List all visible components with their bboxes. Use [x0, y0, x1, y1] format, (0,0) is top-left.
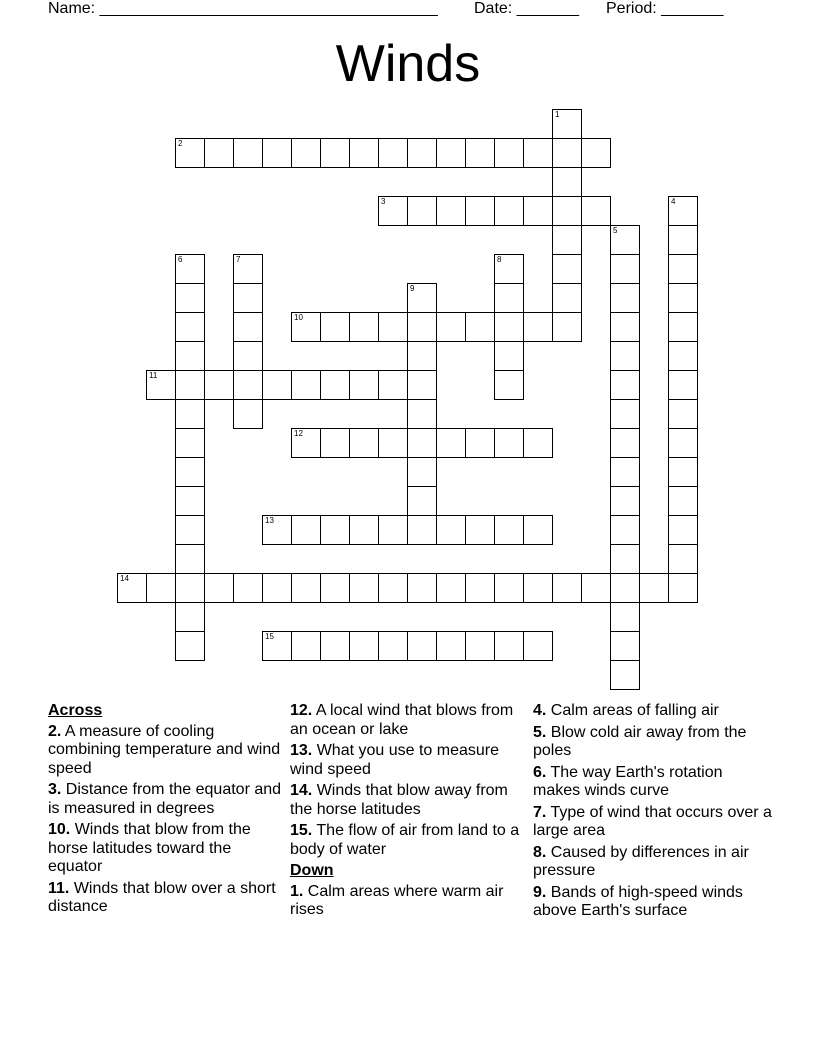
crossword-cell[interactable]: [175, 544, 205, 574]
crossword-cell[interactable]: [175, 573, 205, 603]
page-title: Winds: [335, 35, 481, 93]
crossword-cell[interactable]: [320, 631, 350, 661]
crossword-cell[interactable]: [465, 138, 495, 168]
crossword-cell[interactable]: [552, 138, 582, 168]
crossword-cell[interactable]: [581, 573, 611, 603]
crossword-cell[interactable]: [552, 109, 582, 139]
crossword-cell[interactable]: [233, 312, 263, 342]
crossword-cell[interactable]: [291, 428, 321, 458]
crossword-cell[interactable]: [668, 312, 698, 342]
crossword-cell[interactable]: [494, 254, 524, 284]
crossword-cell[interactable]: [146, 573, 176, 603]
crossword-cell[interactable]: [233, 341, 263, 371]
crossword-cell[interactable]: [407, 196, 437, 226]
crossword-cell[interactable]: [291, 515, 321, 545]
crossword-cell[interactable]: [610, 370, 640, 400]
crossword-cell[interactable]: [378, 312, 408, 342]
clue-number: 8: [497, 255, 502, 264]
crossword-cell[interactable]: [610, 428, 640, 458]
clue-number: 2: [178, 139, 183, 148]
across-clue: 14. Winds that blow away from the horse latitudes: [290, 782, 508, 818]
crossword-cell[interactable]: [407, 399, 437, 429]
crossword-cell[interactable]: [668, 428, 698, 458]
crossword-cell[interactable]: [204, 138, 234, 168]
crossword-cell[interactable]: [494, 631, 524, 661]
crossword-cell[interactable]: [175, 399, 205, 429]
crossword-cell[interactable]: [465, 573, 495, 603]
crossword-cell[interactable]: [523, 138, 553, 168]
crossword-cell[interactable]: [117, 573, 147, 603]
crossword-cell[interactable]: [465, 428, 495, 458]
crossword-cell[interactable]: [233, 254, 263, 284]
crossword-cell[interactable]: [349, 573, 379, 603]
crossword-cell[interactable]: [262, 138, 292, 168]
crossword-cell[interactable]: [668, 544, 698, 574]
crossword-cell[interactable]: [407, 283, 437, 313]
crossword-cell[interactable]: [494, 515, 524, 545]
crossword-cell[interactable]: [465, 631, 495, 661]
crossword-cell[interactable]: [494, 573, 524, 603]
down-clue: 9. Bands of high-speed winds above Earth's surface: [533, 883, 743, 919]
crossword-cell[interactable]: [349, 370, 379, 400]
crossword-cell[interactable]: [610, 515, 640, 545]
clue-number: 7: [236, 255, 241, 264]
crossword-cell[interactable]: [552, 283, 582, 313]
crossword-cell[interactable]: [320, 312, 350, 342]
crossword-cell[interactable]: [175, 428, 205, 458]
crossword-cell[interactable]: [407, 515, 437, 545]
crossword-cell[interactable]: [262, 515, 292, 545]
clue-number: 9: [410, 284, 415, 293]
crossword-cell[interactable]: [262, 370, 292, 400]
crossword-cell[interactable]: [349, 138, 379, 168]
crossword-cell[interactable]: [291, 138, 321, 168]
crossword-cell[interactable]: [407, 573, 437, 603]
crossword-cell[interactable]: [175, 631, 205, 661]
crossword-cell[interactable]: [407, 631, 437, 661]
across-heading: Across: [48, 702, 103, 719]
crossword-cell[interactable]: [668, 283, 698, 313]
crossword-cell[interactable]: [668, 515, 698, 545]
crossword-cell[interactable]: [552, 312, 582, 342]
crossword-cell[interactable]: [668, 370, 698, 400]
crossword-cell[interactable]: [262, 573, 292, 603]
crossword-cell[interactable]: [523, 312, 553, 342]
crossword-cell[interactable]: [610, 544, 640, 574]
across-clue: 15. The flow of air from land to a body of water: [290, 822, 520, 858]
crossword-cell[interactable]: [494, 138, 524, 168]
crossword-cell[interactable]: [320, 138, 350, 168]
across-clue: 13. What you use to measure wind speed: [290, 742, 500, 778]
crossword-cell[interactable]: [610, 341, 640, 371]
crossword-cell[interactable]: [581, 196, 611, 226]
crossword-cell[interactable]: [639, 573, 669, 603]
crossword-cell[interactable]: [233, 370, 263, 400]
across-clue: 11. Winds that blow over a short distance: [48, 879, 276, 915]
crossword-cell[interactable]: [175, 515, 205, 545]
down-clue: 6. The way Earth's rotation makes winds curve: [533, 763, 723, 799]
crossword-cell[interactable]: [175, 602, 205, 632]
crossword-cell[interactable]: [610, 573, 640, 603]
crossword-cell[interactable]: [175, 283, 205, 313]
crossword-cell[interactable]: [175, 254, 205, 284]
crossword-cell[interactable]: [407, 312, 437, 342]
crossword-cell[interactable]: [378, 631, 408, 661]
across-clue: 2. A measure of cooling combining temperature and wind speed: [48, 722, 281, 777]
crossword-cell[interactable]: [378, 196, 408, 226]
crossword-cell[interactable]: [262, 631, 292, 661]
crossword-cell[interactable]: [610, 486, 640, 516]
crossword-cell[interactable]: [378, 370, 408, 400]
crossword-cell[interactable]: [291, 573, 321, 603]
down-clue: 7. Type of wind that occurs over a large area: [533, 803, 772, 839]
down-clue: 5. Blow cold air away from the poles: [533, 723, 747, 759]
crossword-cell[interactable]: [233, 573, 263, 603]
down-clue: 1. Calm areas where warm air rises: [290, 882, 504, 918]
crossword-cell[interactable]: [436, 196, 466, 226]
crossword-cell[interactable]: [175, 486, 205, 516]
crossword-cell[interactable]: [349, 515, 379, 545]
crossword-cell[interactable]: [349, 631, 379, 661]
crossword-cell[interactable]: [552, 196, 582, 226]
crossword-cell[interactable]: [175, 312, 205, 342]
crossword-cell[interactable]: [320, 573, 350, 603]
crossword-cell[interactable]: [378, 428, 408, 458]
down-clue: 8. Caused by differences in air pressure: [533, 843, 749, 879]
crossword-cell[interactable]: [610, 225, 640, 255]
down-clue: 4. Calm areas of falling air: [533, 702, 719, 719]
clue-number: 4: [671, 197, 676, 206]
crossword-cell[interactable]: [668, 341, 698, 371]
crossword-cell[interactable]: [610, 254, 640, 284]
crossword-cell[interactable]: [465, 515, 495, 545]
crossword-cell[interactable]: [175, 457, 205, 487]
crossword-cell[interactable]: [320, 428, 350, 458]
name-field-label[interactable]: Name: ______________________________________: [48, 0, 438, 17]
crossword-cell[interactable]: [407, 486, 437, 516]
crossword-cell[interactable]: [610, 457, 640, 487]
crossword-cell[interactable]: [465, 312, 495, 342]
crossword-cell[interactable]: [552, 167, 582, 197]
crossword-cell[interactable]: [523, 573, 553, 603]
crossword-cell[interactable]: [378, 573, 408, 603]
clue-number: 6: [178, 255, 183, 264]
crossword-cell[interactable]: [175, 138, 205, 168]
crossword-cell[interactable]: [233, 138, 263, 168]
crossword-cell[interactable]: [523, 196, 553, 226]
crossword-cell[interactable]: [407, 457, 437, 487]
crossword-cell[interactable]: [436, 515, 466, 545]
crossword-cell[interactable]: [204, 370, 234, 400]
clue-column-3: [533, 702, 773, 924]
crossword-cell[interactable]: [668, 254, 698, 284]
crossword-cell[interactable]: [523, 428, 553, 458]
clue-column-1: [48, 702, 283, 920]
crossword-cell[interactable]: [204, 573, 234, 603]
clue-column-2: [290, 702, 525, 923]
clue-number: 10: [294, 313, 303, 322]
crossword-cell[interactable]: [552, 225, 582, 255]
clue-number: 12: [294, 429, 303, 438]
crossword-cell[interactable]: [610, 602, 640, 632]
clue-number: 11: [149, 371, 158, 380]
crossword-cell[interactable]: [407, 428, 437, 458]
crossword-cell[interactable]: [378, 138, 408, 168]
crossword-cell[interactable]: [610, 631, 640, 661]
crossword-cell[interactable]: [610, 399, 640, 429]
clue-number: 13: [265, 516, 274, 525]
crossword-cell[interactable]: [291, 370, 321, 400]
across-clue: 12. A local wind that blows from an ocean or lake: [290, 702, 514, 738]
crossword-cell[interactable]: [320, 370, 350, 400]
date-field-label[interactable]: Date: _______: [474, 0, 579, 17]
crossword-cell[interactable]: [175, 341, 205, 371]
clue-number: 3: [381, 197, 386, 206]
crossword-cell[interactable]: [668, 399, 698, 429]
crossword-cell[interactable]: [349, 428, 379, 458]
crossword-cell[interactable]: [407, 341, 437, 371]
crossword-cell[interactable]: [494, 283, 524, 313]
crossword-cell[interactable]: [436, 573, 466, 603]
crossword-cell[interactable]: [668, 196, 698, 226]
crossword-cell[interactable]: [523, 631, 553, 661]
crossword-cell[interactable]: [552, 254, 582, 284]
crossword-cell[interactable]: [436, 312, 466, 342]
crossword-cell[interactable]: [494, 196, 524, 226]
crossword-cell[interactable]: [494, 341, 524, 371]
clue-number: 14: [120, 574, 129, 583]
clue-number: 15: [265, 632, 274, 641]
crossword-cell[interactable]: [610, 660, 640, 690]
crossword-cell[interactable]: [668, 573, 698, 603]
crossword-cell[interactable]: [494, 370, 524, 400]
crossword-cell[interactable]: [407, 138, 437, 168]
crossword-cell[interactable]: [610, 312, 640, 342]
crossword-cell[interactable]: [378, 515, 408, 545]
crossword-cell[interactable]: [436, 138, 466, 168]
crossword-cell[interactable]: [610, 283, 640, 313]
period-field-label[interactable]: Period: _______: [606, 0, 724, 17]
crossword-cell[interactable]: [494, 312, 524, 342]
crossword-cell[interactable]: [668, 457, 698, 487]
crossword-cell[interactable]: [523, 515, 553, 545]
crossword-cell[interactable]: [146, 370, 176, 400]
crossword-cell[interactable]: [436, 428, 466, 458]
crossword-cell[interactable]: [668, 486, 698, 516]
crossword-cell[interactable]: [436, 631, 466, 661]
across-clue: 3. Distance from the equator and is measured in degrees: [48, 781, 282, 817]
crossword-cell[interactable]: [407, 370, 437, 400]
clue-number: 1: [555, 110, 560, 119]
clue-number: 5: [613, 226, 618, 235]
across-clue: 10. Winds that blow from the horse latitudes toward the equator: [48, 821, 251, 875]
crossword-cell[interactable]: [552, 573, 582, 603]
crossword-cell[interactable]: [175, 370, 205, 400]
crossword-cell[interactable]: [668, 225, 698, 255]
crossword-cell[interactable]: [320, 515, 350, 545]
crossword-cell[interactable]: [233, 399, 263, 429]
crossword-cell[interactable]: [233, 283, 263, 313]
crossword-cell[interactable]: [291, 631, 321, 661]
crossword-cell[interactable]: [349, 312, 379, 342]
crossword-cell[interactable]: [581, 138, 611, 168]
crossword-cell[interactable]: [465, 196, 495, 226]
down-heading: Down: [290, 862, 334, 879]
crossword-cell[interactable]: [291, 312, 321, 342]
crossword-cell[interactable]: [494, 428, 524, 458]
